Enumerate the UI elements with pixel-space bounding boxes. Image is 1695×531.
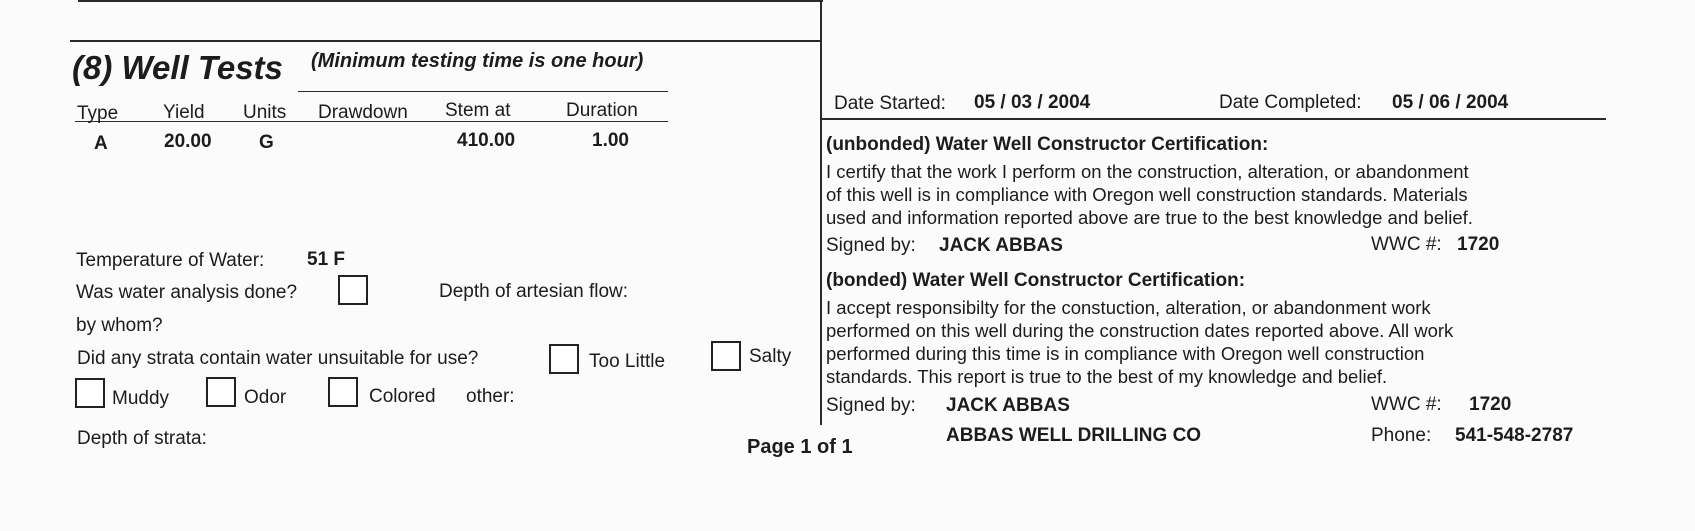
date-completed-label: Date Completed: — [1219, 92, 1362, 113]
bonded-cert-line-3: performed during this time is in compliance with Oregon well construction — [826, 343, 1425, 364]
bonded-wwc-value: 1720 — [1469, 394, 1512, 415]
too-little-checkbox[interactable] — [549, 344, 579, 374]
well-tests-header-rule — [298, 91, 668, 92]
date-started-value: 05 / 03 / 2004 — [974, 92, 1091, 113]
bonded-cert-title: (bonded) Water Well Constructor Certification: — [826, 270, 1246, 291]
phone-value: 541-548-2787 — [1455, 425, 1574, 446]
column-header-type: Type — [77, 103, 119, 124]
column-header-yield: Yield — [163, 102, 205, 123]
analysis-checkbox[interactable] — [338, 275, 368, 305]
bonded-cert-line-4: standards. This report is true to the best of my knowledge and belief. — [826, 366, 1388, 387]
well-tests-note: (Minimum testing time is one hour) — [311, 50, 644, 72]
too-little-label: Too Little — [589, 351, 666, 372]
phone-label: Phone: — [1371, 425, 1432, 446]
unbonded-cert-line-1: I certify that the work I perform on the construction, alteration, or abandonment — [826, 161, 1469, 182]
column-header-stem-at: Stem at — [445, 100, 511, 121]
odor-label: Odor — [244, 387, 287, 408]
unbonded-wwc-label: WWC #: — [1371, 234, 1442, 255]
salty-checkbox[interactable] — [711, 341, 741, 371]
column-header-duration: Duration — [566, 100, 638, 121]
strata-question: Did any strata contain water unsuitable for use? — [77, 348, 479, 369]
temperature-value: 51 F — [307, 249, 346, 270]
test-row-stem-at: 410.00 — [457, 130, 516, 151]
date-completed-value: 05 / 06 / 2004 — [1392, 92, 1509, 113]
column-header-units: Units — [243, 102, 287, 123]
colored-label: Colored — [369, 386, 436, 407]
unbonded-signed-value: JACK ABBAS — [939, 235, 1063, 256]
unbonded-cert-line-3: used and information reported above are true to the best knowledge and belief. — [826, 207, 1473, 228]
unbonded-signed-label: Signed by: — [826, 235, 916, 256]
bonded-signed-value: JACK ABBAS — [946, 395, 1070, 416]
top-left-rule — [78, 0, 823, 2]
bonded-cert-line-2: performed on this well during the construction dates reported above. All work — [826, 320, 1454, 341]
odor-checkbox[interactable] — [206, 377, 236, 407]
test-row-yield: 20.00 — [164, 131, 212, 152]
bonded-cert-line-1: I accept responsibilty for the constuction, alteration, or abandonment work — [826, 297, 1431, 318]
salty-label: Salty — [749, 346, 792, 367]
company-name: ABBAS WELL DRILLING CO — [946, 425, 1202, 446]
well-tests-title: (8) Well Tests — [72, 49, 283, 86]
temperature-label: Temperature of Water: — [76, 250, 265, 271]
artesian-label: Depth of artesian flow: — [439, 281, 629, 302]
date-started-label: Date Started: — [834, 93, 946, 114]
unbonded-cert-line-2: of this well is in compliance with Oregon well construction standards. Materials — [826, 184, 1468, 205]
test-row-duration: 1.00 — [592, 130, 629, 151]
column-header-drawdown: Drawdown — [318, 102, 408, 123]
muddy-checkbox[interactable] — [75, 378, 105, 408]
depth-of-strata-label: Depth of strata: — [77, 428, 207, 449]
by-whom-label: by whom? — [76, 315, 163, 336]
unbonded-cert-title: (unbonded) Water Well Constructor Certification: — [826, 134, 1269, 155]
unbonded-wwc-value: 1720 — [1457, 234, 1500, 255]
test-row-type: A — [94, 133, 108, 154]
colored-checkbox[interactable] — [328, 377, 358, 407]
bonded-signed-label: Signed by: — [826, 395, 916, 416]
bonded-wwc-label: WWC #: — [1371, 394, 1442, 415]
dates-rule — [822, 118, 1606, 120]
center-divider — [820, 0, 822, 425]
analysis-label: Was water analysis done? — [76, 282, 298, 303]
page-number: Page 1 of 1 — [747, 436, 853, 458]
other-label: other: — [466, 386, 515, 407]
well-tests-top-rule — [70, 40, 822, 42]
test-row-units: G — [259, 132, 274, 153]
muddy-label: Muddy — [112, 388, 170, 409]
